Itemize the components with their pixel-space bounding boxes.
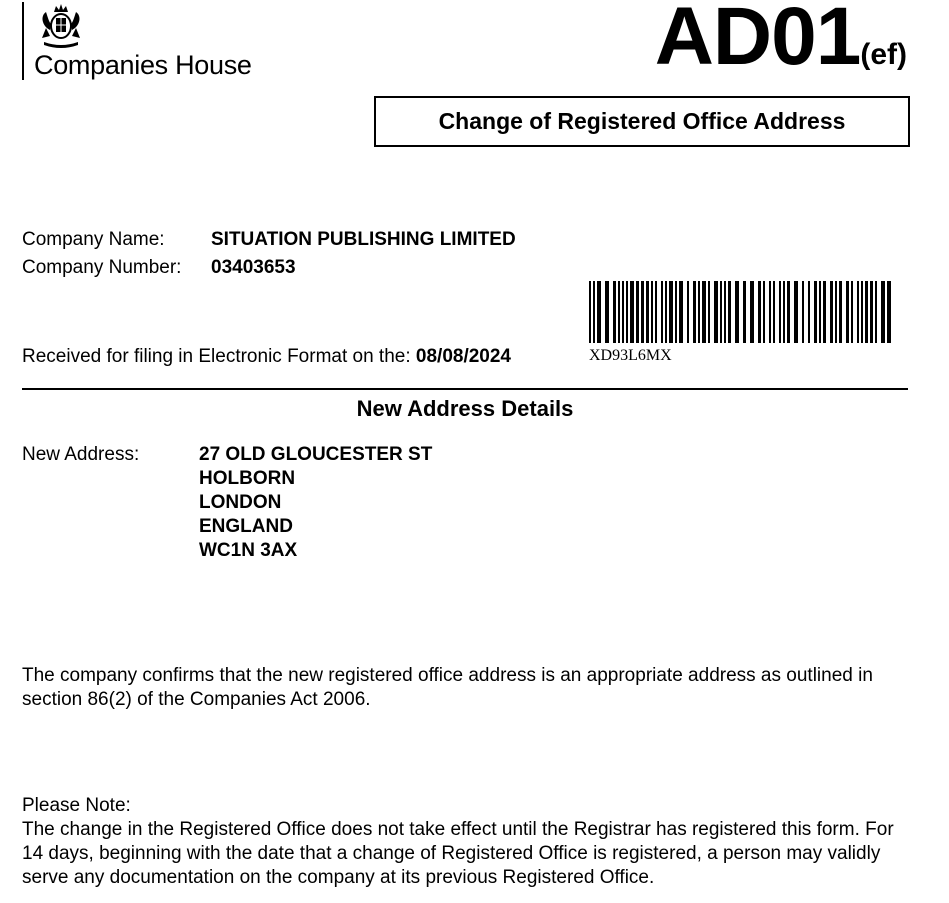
note-text: The change in the Registered Office does not take effect until the Registrar has registered this form. For 14 days, beginning with the date that a change of Registered Office is registered, a person may validly serve any documentation on the company at its previous Registered Office. [22, 819, 894, 888]
barcode-bar [823, 281, 826, 343]
received-line [22, 346, 511, 368]
barcode-text: XD93L6MX [589, 347, 672, 364]
barcode-bar [830, 281, 833, 343]
form-title: Change of Registered Office Address [374, 96, 910, 147]
new-address-block [199, 443, 432, 563]
organisation-name: Companies House [34, 50, 252, 80]
barcode-bar [724, 281, 726, 343]
barcode-bar [865, 281, 868, 343]
barcode-bar [802, 281, 804, 343]
barcode-bar [887, 281, 891, 343]
barcode-bar [839, 281, 842, 343]
barcode-bar [613, 281, 616, 343]
barcode-bar [750, 281, 754, 343]
barcode-bar [626, 281, 628, 343]
barcode-bar [846, 281, 849, 343]
barcode-bar [646, 281, 649, 343]
barcode-bar [622, 281, 624, 343]
barcode-bar [698, 281, 700, 343]
barcode-bar [589, 281, 591, 343]
barcode-bar [870, 281, 873, 343]
barcode-bar [787, 281, 790, 343]
barcode-bar [675, 281, 677, 343]
barcode-bar [618, 281, 620, 343]
barcode-bar [714, 281, 718, 343]
address-line: 27 OLD GLOUCESTER ST [199, 444, 433, 465]
barcode-bar [605, 281, 609, 343]
barcode-bar [636, 281, 639, 343]
barcode-bar [794, 281, 798, 343]
barcode-bar [857, 281, 859, 343]
barcode-bar [819, 281, 821, 343]
barcode-bar [641, 281, 644, 343]
company-name-label: Company Name: [22, 229, 165, 250]
barcode-bar [720, 281, 722, 343]
royal-crest-icon [34, 2, 88, 48]
received-date: 08/08/2024 [415, 346, 511, 367]
barcode-bar [851, 281, 853, 343]
address-line: LONDON [199, 492, 282, 513]
form-code-suffix: (ef) [860, 38, 907, 71]
barcode-bar [861, 281, 863, 343]
barcode-bar [693, 281, 696, 343]
barcode-bar [758, 281, 761, 343]
barcode-bar [743, 281, 746, 343]
barcode-bar [661, 281, 663, 343]
barcode-bar [779, 281, 781, 343]
barcode-bar [593, 281, 595, 343]
barcode-bar [769, 281, 771, 343]
address-line: WC1N 3AX [199, 540, 298, 561]
form-code-main: AD01 [654, 0, 861, 82]
logo-divider [22, 2, 24, 80]
barcode-bar [679, 281, 683, 343]
barcode-bar [728, 281, 731, 343]
address-line: HOLBORN [199, 468, 296, 489]
barcode-bar [763, 281, 765, 343]
form-code [654, 0, 907, 82]
barcode-bar [835, 281, 837, 343]
section-divider [22, 388, 908, 390]
section-title: New Address Details [356, 396, 574, 421]
received-label: Received for filing in Electronic Format on the: [22, 346, 411, 367]
barcode-bar [735, 281, 739, 343]
confirmation-statement: The company confirms that the new registered office address is an appropriate address as outlined in section 86(2) of the Companies Act 2006. [22, 665, 873, 710]
barcode-bar [651, 281, 653, 343]
company-name-value: SITUATION PUBLISHING LIMITED [211, 229, 516, 250]
barcode-bar [702, 281, 706, 343]
note-heading: Please Note: [22, 795, 131, 816]
company-number-label: Company Number: [22, 257, 182, 278]
barcode-bar [630, 281, 634, 343]
barcode-bar [783, 281, 785, 343]
barcode-bar [669, 281, 673, 343]
barcode-bar [597, 281, 601, 343]
barcode-bar [881, 281, 885, 343]
barcode-bar [687, 281, 689, 343]
address-line: ENGLAND [199, 516, 293, 537]
new-address-label: New Address: [22, 444, 140, 465]
barcode-bar [708, 281, 710, 343]
barcode-bar [808, 281, 810, 343]
barcode-bar [875, 281, 877, 343]
barcode-bar [655, 281, 657, 343]
barcode-bar [814, 281, 817, 343]
barcode [589, 281, 899, 343]
barcode-bar [773, 281, 775, 343]
company-number-value: 03403653 [211, 257, 296, 278]
barcode-bar [665, 281, 667, 343]
